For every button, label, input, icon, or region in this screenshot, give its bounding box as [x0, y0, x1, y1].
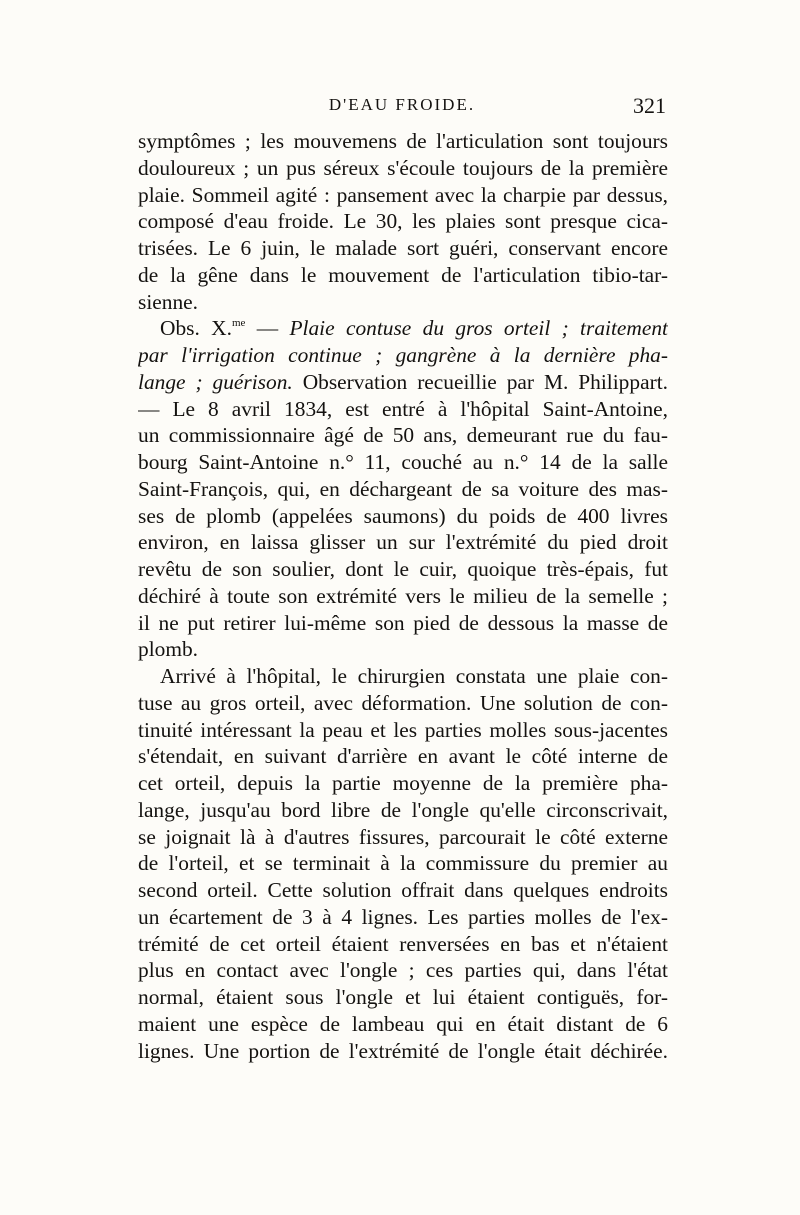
page-number: 321	[633, 93, 666, 118]
text-line: Saint-François, qui, en déchargeant de sa voiture des mas-	[138, 476, 668, 501]
observation-heading-line	[138, 369, 668, 396]
text-segment: Observation recueillie par M. Philippart.	[292, 369, 668, 394]
text-line: composé d'eau froide. Le 30, les plaies sont presque cica-	[138, 209, 668, 234]
text-line: environ, en laissa glisser un sur l'extrémité du pied droit	[138, 530, 668, 555]
observation-heading-line	[138, 342, 668, 369]
observation-heading-line	[138, 315, 668, 342]
text-line: lange, jusqu'au bord libre de l'ongle qu'elle circonscrivait,	[138, 797, 668, 822]
text-line: de l'orteil, et se terminait à la commissure du premier au	[138, 851, 668, 876]
text-line: un commissionnaire âgé de 50 ans, demeurant rue du fau-	[138, 423, 668, 448]
observation-title: par l'irrigation continue ; gangrène à la dernière pha-	[138, 343, 668, 367]
text-line: plomb.	[138, 637, 199, 662]
text-line: trémité de cet orteil étaient renversées en bas et n'étaient	[138, 931, 668, 956]
text-line: bourg Saint-Antoine n.° 11, couché au n.° 14 de la salle	[138, 450, 668, 474]
text-line: plus en contact avec l'ongle ; ces parties qui, dans l'état	[138, 958, 668, 983]
observation-title: lange ; guérison.	[138, 369, 293, 394]
text-line: — Le 8 avril 1834, est entré à l'hôpital Saint-Antoine,	[138, 396, 668, 421]
text-line: sienne.	[138, 289, 198, 314]
text-line: normal, étaient sous l'ongle et lui étaient contiguës, for-	[138, 985, 668, 1009]
superscript: me	[231, 317, 246, 330]
text-line: trisées. Le 6 juin, le malade sort guéri, conservant encore	[138, 236, 668, 260]
text-line: s'étendait, en suivant d'arrière en avant le côté interne de	[138, 744, 668, 769]
observation-title: Plaie contuse du gros orteil ; traitement	[289, 316, 668, 341]
text-line: douloureux ; un pus séreux s'écoule toujours de la première	[138, 155, 668, 180]
text-line: cet orteil, depuis la partie moyenne de la première pha-	[138, 771, 668, 795]
running-title: D'EAU FROIDE.	[328, 95, 476, 114]
text-line: Arrivé à l'hôpital, le chirurgien constata une plaie con-	[160, 664, 668, 688]
body-text	[138, 128, 668, 1064]
text-line: déchiré à toute son extrémité vers le milieu de la semelle ;	[138, 583, 668, 608]
text-line: plaie. Sommeil agité : pansement avec la charpie par dessus,	[138, 182, 668, 207]
text-line: se joignait là à d'autres fissures, parcourait le côté externe	[138, 824, 668, 849]
text-line: ses de plomb (appelées saumons) du poids de 400 livres	[138, 503, 668, 528]
text-line: revêtu de son soulier, dont le cuir, quoique très-épais, fut	[138, 557, 668, 581]
text-line: de la gêne dans le mouvement de l'articulation tibio-tar-	[138, 262, 668, 287]
text-segment: —	[245, 316, 290, 341]
text-line: second orteil. Cette solution offrait dans quelques endroits	[138, 878, 668, 902]
page-header	[138, 95, 666, 123]
text-line: un écartement de 3 à 4 lignes. Les parties molles de l'ex-	[138, 904, 668, 929]
text-line: lignes. Une portion de l'extrémité de l'ongle était déchirée.	[138, 1038, 668, 1063]
text-line: maient une espèce de lambeau qui en était distant de 6	[138, 1011, 668, 1036]
text-segment: Obs. X.	[160, 316, 232, 341]
text-line: il ne put retirer lui-même son pied de dessous la masse de	[138, 610, 668, 635]
text-line: tinuité intéressant la peau et les parties molles sous-jacentes	[138, 717, 668, 742]
text-line: tuse au gros orteil, avec déformation. Une solution de con-	[138, 690, 668, 715]
text-line: symptômes ; les mouvemens de l'articulation sont toujours	[138, 129, 668, 153]
